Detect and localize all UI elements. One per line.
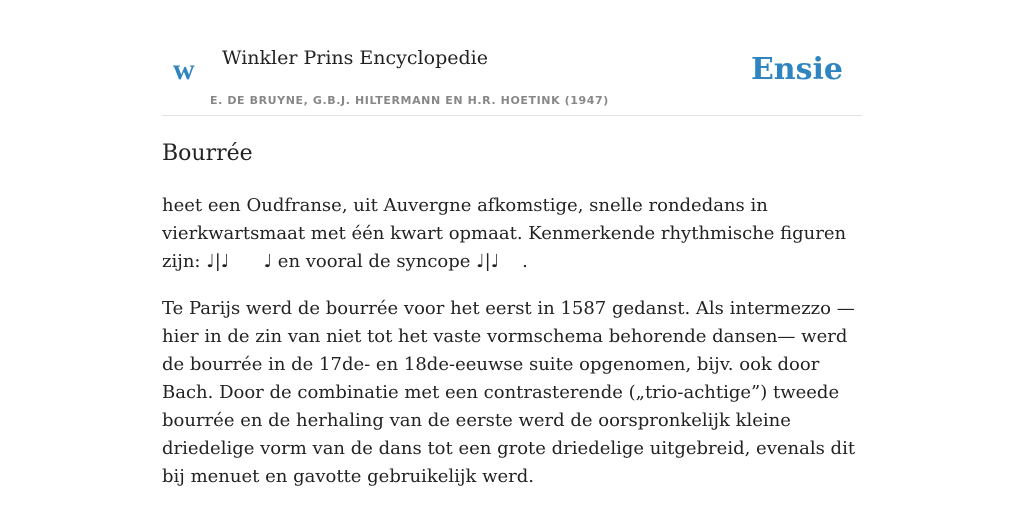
paragraph-1-text-b: en vooral de syncope [272, 251, 477, 272]
ensie-brand-logo[interactable]: Ensie [750, 52, 843, 87]
article-paragraph-2: Te Parijs werd de bourrée voor het eerst in 1587 gedanst. Als intermezzo — hier in de zin van niet tot het vaste vormschema behorende dansen— werd de bourrée in de 17de- en 18de-eeuwse suite opgenomen, bijv. ook door Bach. Door de combinatie met een contrasterende („trio-achtige”) tweede bourrée en de herhaling van de eerste werd de oorspronkelijk kleine driedelige vorm van de dans tot een grote driedelige uitgebreid, evenals dit bij menuet en gavotte gebruikelijk werd. [162, 298, 856, 487]
publication-authors: E. DE BRUYNE, G.B.J. HILTERMANN EN H.R. HOETINK (1947) [210, 94, 609, 107]
article-paragraph-1 [162, 192, 862, 276]
encyclopedia-logo[interactable]: w [173, 53, 195, 86]
paragraph-1-text-c: . [522, 251, 528, 272]
rhythm-figure-notation: ♩|♩ ♩ [206, 251, 273, 272]
site-header [162, 0, 862, 116]
publication-title[interactable]: Winkler Prins Encyclopedie [222, 47, 488, 69]
article-title: Bourrée [162, 141, 253, 166]
syncope-notation: ♩|♩ [476, 251, 523, 272]
page [162, 0, 862, 487]
article-body [162, 192, 862, 510]
paragraph-1-text-a: heet een Oudfranse, uit Auvergne afkomstige, snelle rondedans in vierkwartsmaat met één kwart opmaat. Kenmerkende rhythmische figuren zijn: [162, 195, 847, 272]
